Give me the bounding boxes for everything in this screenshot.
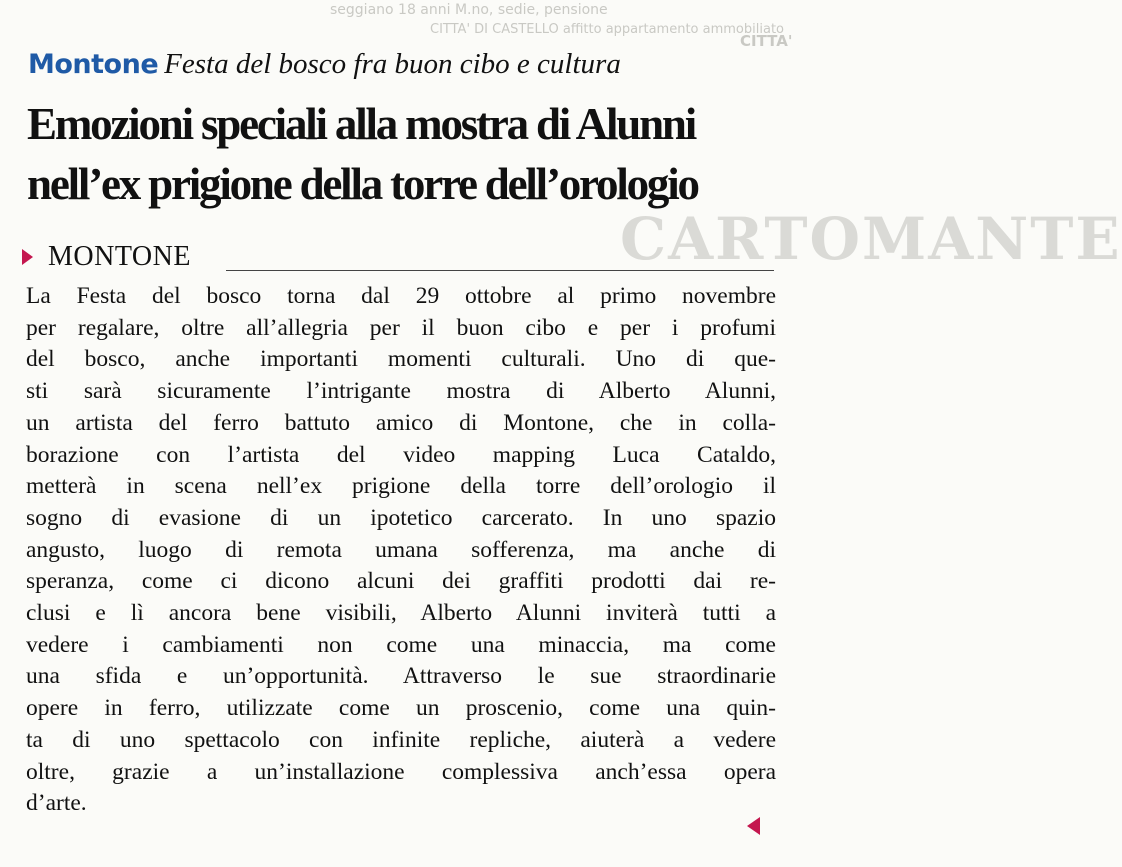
bleed-through-text-1: seggiano 18 anni M.no, sedie, pensione <box>330 2 608 18</box>
body-line: d’arte. <box>26 790 87 817</box>
body-line: vedere i cambiamenti non come una minaccia, ma come <box>26 631 776 658</box>
body-line: un artista del ferro battuto amico di Montone, che in colla- <box>26 409 776 436</box>
kicker <box>28 44 621 84</box>
body-line: del bosco, anche importanti momenti culturali. Uno di que- <box>26 346 776 373</box>
body-line: sti sarà sicuramente l’intrigante mostra di Alberto Alunni, <box>26 378 776 405</box>
body-line: per regalare, oltre all’allegria per il buon cibo e per i profumi <box>26 314 776 341</box>
dateline-rule <box>226 270 774 271</box>
headline-line-1: Emozioni speciali alla mostra di Alunni <box>27 99 696 149</box>
bleed-through-banner: CARTOMANTE <box>620 205 1122 273</box>
body-line: speranza, come ci dicono alcuni dei graffiti prodotti dai re- <box>26 568 776 595</box>
bleed-through-text-3: CITTA' <box>740 32 793 50</box>
dateline-place: MONTONE <box>48 241 191 272</box>
article-body <box>26 281 776 820</box>
body-line: ta di uno spettacolo con infinite repliche, aiuterà a vedere <box>26 726 776 753</box>
body-line: clusi e lì ancora bene visibili, Alberto Alunni inviterà tutti a <box>26 600 776 627</box>
body-line: opere in ferro, utilizzate come un proscenio, come una quin- <box>26 695 776 722</box>
kicker-place: Montone <box>28 49 159 80</box>
headline <box>27 94 787 214</box>
body-line: angusto, luogo di remota umana sofferenza, ma anche di <box>26 536 776 563</box>
dateline <box>22 240 774 274</box>
triangle-left-icon <box>747 817 760 835</box>
body-line: una sfida e un’opportunità. Attraverso le sue straordinarie <box>26 663 776 690</box>
body-line: La Festa del bosco torna dal 29 ottobre al primo novembre <box>26 283 776 309</box>
triangle-right-icon <box>22 249 33 265</box>
bleed-through-text-2: CITTA' DI CASTELLO affitto appartamento ammobiliato <box>430 22 784 37</box>
kicker-subtitle: Festa del bosco fra buon cibo e cultura <box>164 48 621 80</box>
headline-line-2: nell’ex prigione della torre dell’orologio <box>27 159 698 209</box>
body-line: oltre, grazie a un’installazione complessiva anch’essa opera <box>26 758 776 785</box>
body-line: sogno di evasione di un ipotetico carcerato. In uno spazio <box>26 504 776 531</box>
body-line: borazione con l’artista del video mapping Luca Cataldo, <box>26 441 776 468</box>
body-line: metterà in scena nell’ex prigione della torre dell’orologio il <box>26 473 776 500</box>
